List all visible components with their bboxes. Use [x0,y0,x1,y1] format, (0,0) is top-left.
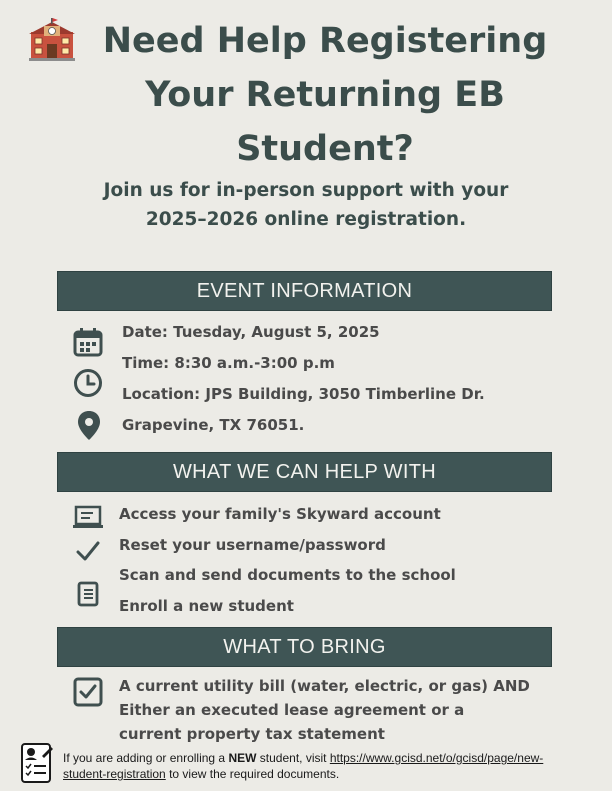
note-emphasis: NEW [228,751,257,765]
note-suffix: to view the required documents. [165,767,340,781]
computer-screen-icon [73,505,103,529]
note-prefix: If you are adding or enrolling a [63,751,229,765]
bring-line-3: current property tax statement [119,725,385,743]
bring-line-1: A current utility bill (water, electric, or gas) AND [119,677,530,695]
subtitle-line-2: 2025–2026 online registration. [145,209,467,230]
help-banner: WHAT WE CAN HELP WITH [57,452,552,492]
event-location-line-1: Location: JPS Building, 3050 Timberline Dr. [122,385,485,403]
subtitle-line-1: Join us for in-person support with your [103,180,509,201]
registration-link-line-2[interactable]: student-registration [63,767,166,781]
event-info-banner: EVENT INFORMATION [57,271,552,311]
event-location-line-2: Grapevine, TX 76051. [122,416,305,434]
bring-banner: WHAT TO BRING [57,627,552,667]
location-pin-icon [76,410,102,442]
calendar-icon [72,326,104,358]
clock-icon [72,367,104,399]
new-student-note [63,750,598,782]
title-line-3: Student? [236,129,414,169]
help-item-enroll: Enroll a new student [119,597,294,615]
document-icon [77,581,99,607]
checkbox-checked-icon [73,677,103,707]
help-item-skyward: Access your family's Skyward account [119,505,441,523]
note-middle: student, visit [256,751,330,765]
subtitle [40,176,572,234]
title-line-2: Your Returning EB [145,75,505,115]
event-date: Date: Tuesday, August 5, 2025 [122,323,380,341]
registration-link-line-1[interactable]: https://www.gcisd.net/o/gcisd/page/new- [329,751,544,765]
bring-line-2: Either an executed lease agreement or a [119,701,465,719]
page-title [60,14,590,176]
event-time: Time: 8:30 a.m.-3:00 p.m [122,354,335,372]
help-item-scan: Scan and send documents to the school [119,566,456,584]
checkmark-icon [76,540,100,562]
help-item-reset: Reset your username/password [119,536,386,554]
checklist-user-icon [20,742,54,784]
title-line-1: Need Help Registering [102,21,548,61]
